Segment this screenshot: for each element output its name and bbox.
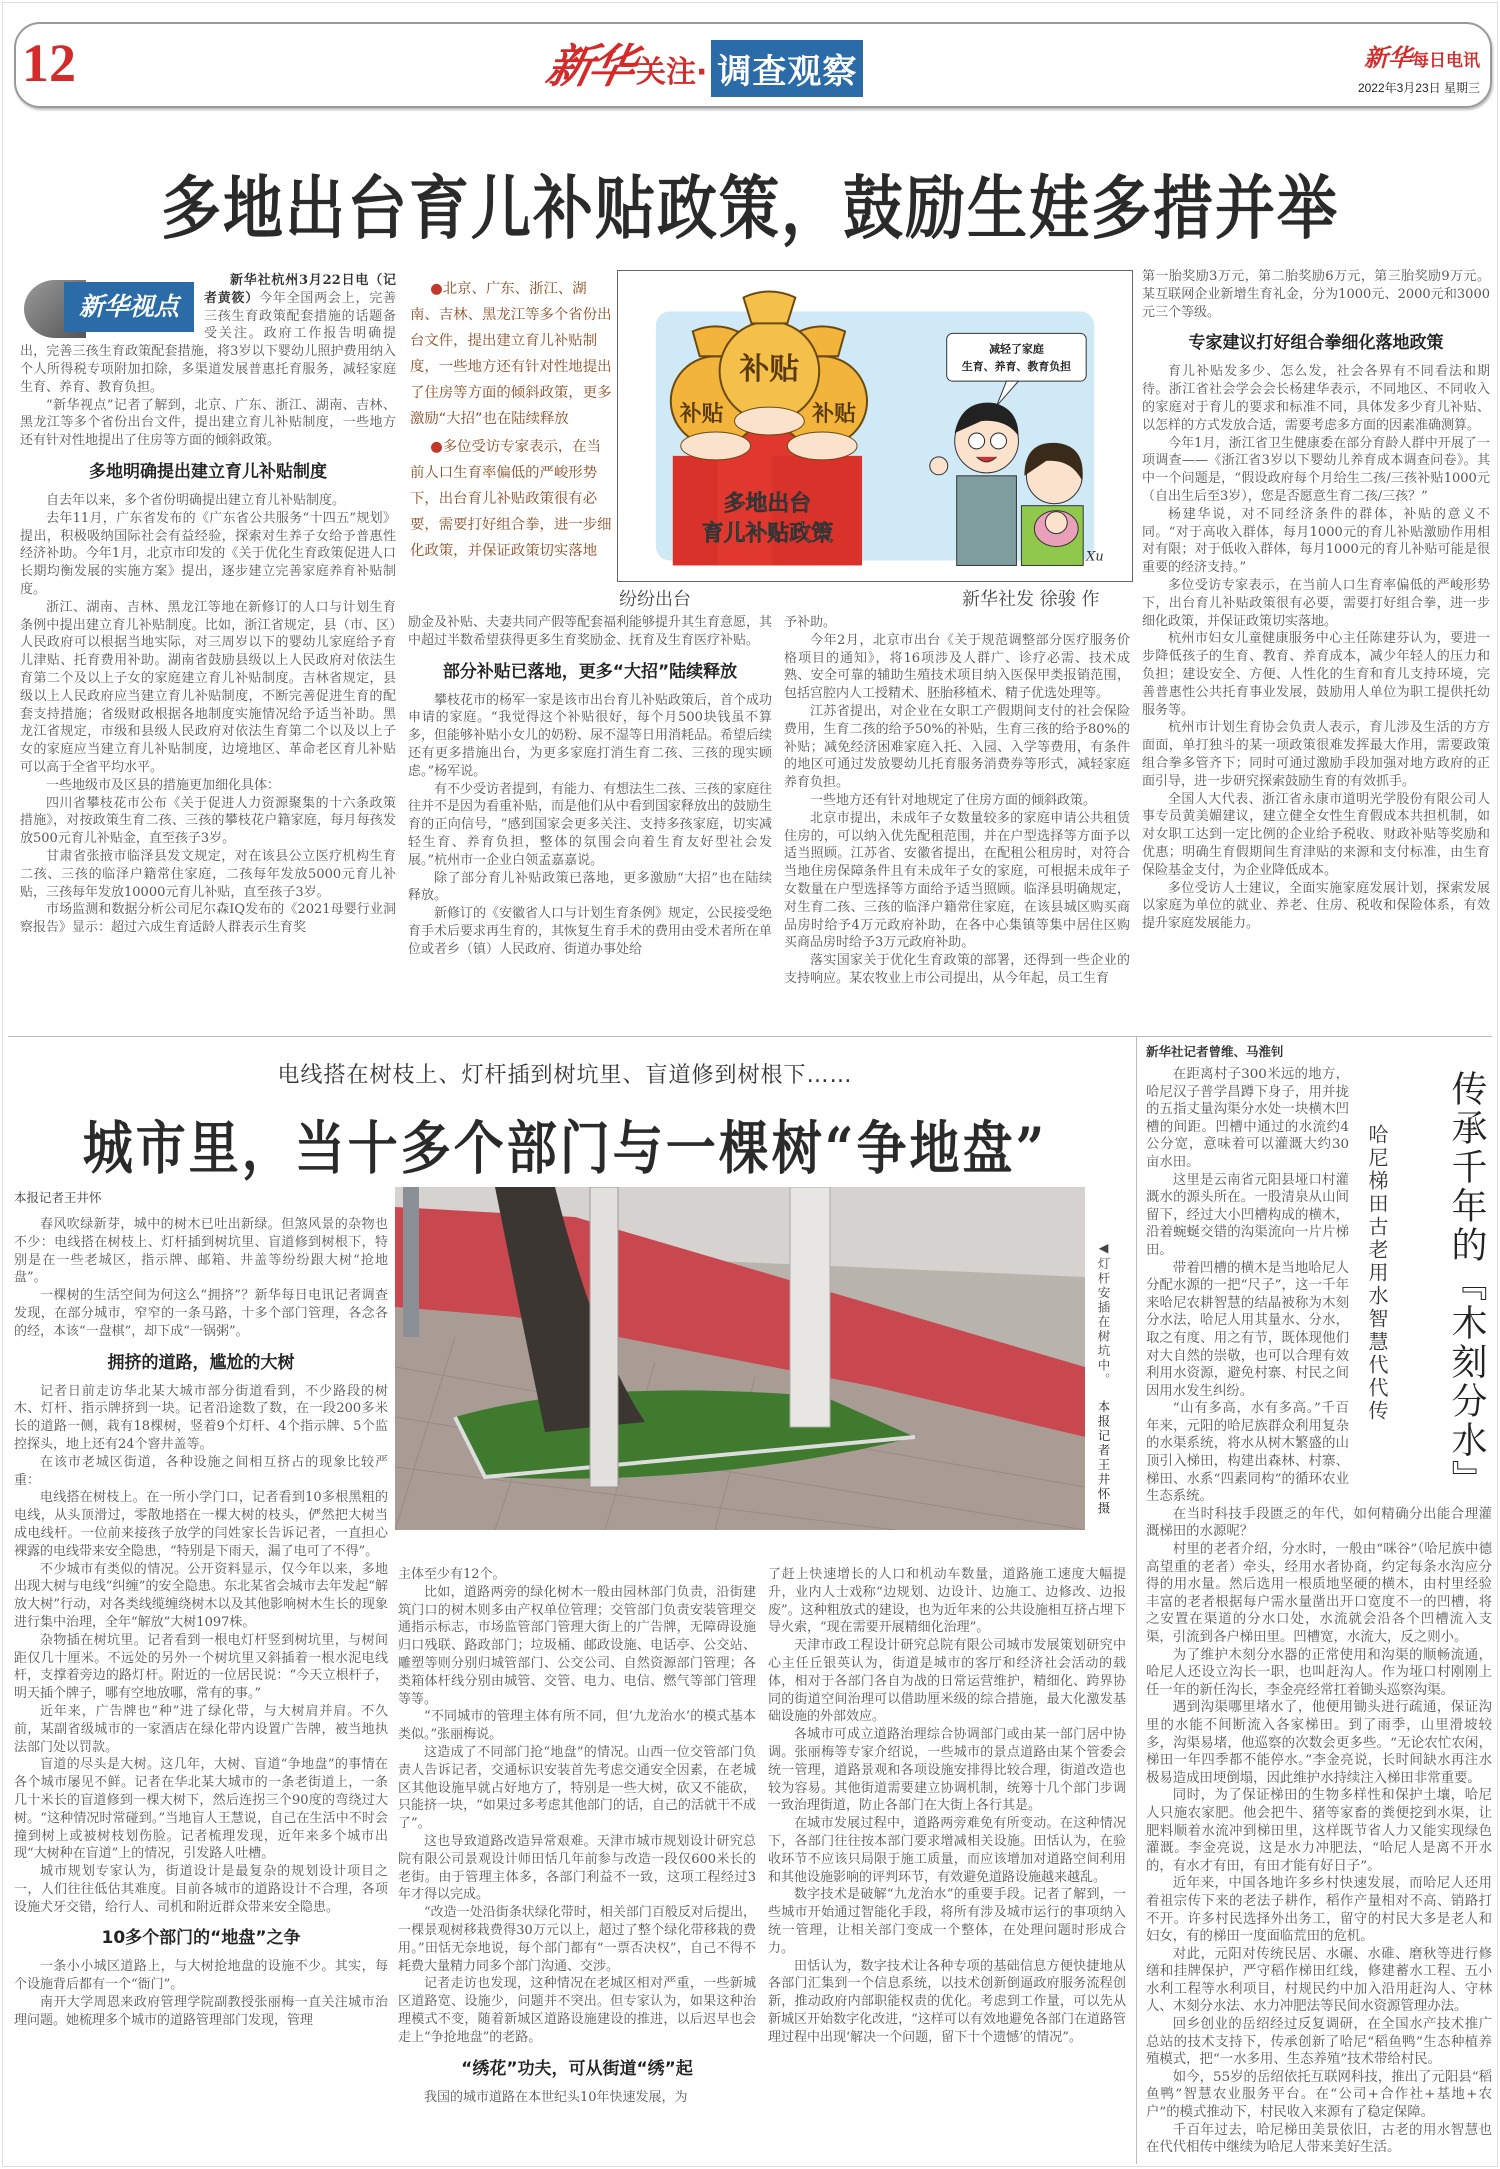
paragraph: 新修订的《安徽省人口与计划生育条例》规定，公民接受绝育手术后要求再生育的，其恢复生育手术的费用由受术者所在单位或者乡（镇）人民政府、街道办事处给 <box>408 906 773 957</box>
cartoon-caption-title: 纷纷出台 <box>619 589 691 610</box>
paragraph: 多位受访专家表示，在当前人口生育率偏低的严峻形势下，出台育儿补贴政策很有必要，需要打好组合拳，进一步细化政策，并保证政策切实落地。 <box>1142 577 1490 629</box>
paragraph-text: 今年全国两会上，完善三孩生育政策配套措施的话题备受关注。政府工作报告明确提出，完善三孩生育政策配套措施，将3岁以下婴幼儿照护费用纳入个人所得税专项附加扣除，多渠道发展普惠托育服务，减轻家庭生育、养育、教育负担。 <box>20 290 396 395</box>
paper-brand-logo: 新华 <box>1364 43 1412 72</box>
trees-col1 <box>14 1216 388 2030</box>
hani-title: 传承千年的『木刻分水』 <box>1446 1070 1487 1499</box>
page-number: 12 <box>22 33 76 93</box>
paragraph: 近年来，广告牌也“种”进了绿化带，与大树肩并肩。不久前，某副省级城市的一家酒店在绿化带内设置广告牌，被当地执法部门处以罚款。 <box>14 1703 388 1755</box>
cartoon-caption-credit: 新华社发 徐骏 作 <box>962 589 1100 610</box>
paragraph: 这造成了不同部门抢“地盘”的情况。山西一位交管部门负责人告诉记者，交通标识安装首先考虑交通安全因素，在老城区其他设施早就占好地方了，特别是一些大树，砍又不能砍，只能挤一块，“如果过多考虑其他部门的话，自己的活就干不成了”。 <box>398 1744 756 1832</box>
bag-label-right: 补贴 <box>812 401 857 428</box>
paragraph: 近年来，中国各地许多乡村快速发展，而哈尼人还用着祖宗传下来的老法子耕作，稻作产量相对不高、销路打不开。许多村民选择外出务工，留守的村民大多是老人和妇女，有的梯田一度面临荒田的危机。 <box>1146 1876 1492 1945</box>
paragraph: 如今，55岁的岳绍依托互联网科技，推出了元阳县“稻鱼鸭”智慧农业服务平台。在“公司+合作社+基地+农户”的模式推动下，村民收入来源有了稳定保障。 <box>1146 2069 1492 2121</box>
paragraph: 一棵树的生活空间为何这么“拥挤”？新华每日电讯记者调查发现，在部分城市，窄窄的一条马路，十多个部门管理，各念各的经，本该“一盘棋”，却下成“一锅粥”。 <box>14 1288 388 1339</box>
top-article-col1 <box>20 272 396 937</box>
hani-subtitle: 哈尼梯田古老用水智慧代代传 <box>1365 1124 1389 1423</box>
article-byline: 本报记者王井怀 <box>14 1190 102 1205</box>
column-divider <box>1136 1036 1137 2164</box>
top-article-col4 <box>1142 268 1490 933</box>
subheading: 部分补贴已落地，更多“大招”陆续释放 <box>442 661 738 682</box>
section-brand <box>541 28 863 97</box>
paragraph: 在该市老城区街道，各种设施之间相互挤占的现象比较严重： <box>14 1454 388 1488</box>
paragraph: 一条小小城区道路上，与大树抢地盘的设施不少。其实，每个设施背后都有一个“衙门”。 <box>14 1959 388 1993</box>
bubble-line2: 生育、养育、教育负担 <box>961 360 1072 374</box>
article-kicker: 电线搭在树枝上、灯杆插到树坑里、盲道修到树根下…… <box>277 1063 853 1088</box>
paragraph: 村里的老者介绍，分水时，一般由“咪谷”（哈尼族中德高望重的老者）牵头，经用水者协商，约定每条水沟应分得的用水量。然后选用一根质地坚硬的横木，由村里经验丰富的老者根据每户需水量凿出开口宽度不一的凹槽，将之安置在渠道的分水口处，水流就会沿各个凹槽流入支渠，引流到各户梯田里。凹槽宽，水流大，反之则小。 <box>1146 1542 1492 1645</box>
xinhua-logo: 新华 <box>541 38 638 93</box>
paragraph: 这也导致道路改造异常艰难。天津市城市规划设计研究总院有限公司景观设计师田恬几年前参与改造一段仅600米长的老街。由于管理主体多，各部门利益不一致，这项工程经过3年才得以完成。 <box>398 1833 756 1903</box>
paragraph: 甘肃省张掖市临泽县发文规定，对在该县公立医疗机构生育二孩、三孩的临泽户籍常住家庭，二孩每年发放5000元育儿补贴，三孩每年发放10000元育儿补贴，直至孩子3岁。 <box>20 848 396 900</box>
paragraph: 杂物插在树坑里。记者看到一根电灯杆竖到树坑里，与树间距仅几十厘米。不远处的另外一个树坑里又斜插着一根水泥电线杆，支撑着旁边的路灯杆。附近的一位居民说：“今天立根杆子，明天插个牌子，哪有空地放哪，常有的事。” <box>14 1632 388 1702</box>
paragraph: 浙江、湖南、吉林、黑龙江等地在新修订的人口与计划生育条例中提出建立育儿补贴制度。比如，浙江省规定，县（市、区）人民政府可以根据当地实际，对三周岁以下的婴幼儿家庭给予育儿津贴、托育费用补助。湖南省鼓励县级以上人民政府对依法生育第二个及以上子女的家庭建立育儿补贴制度。吉林省规定，县级以上人民政府应当建立育儿补贴制度，不断完善促进生育的配套支持措施；省级财政根据各地制度实施情况给予适当补助。黑龙江省规定，市级和县级人民政府对依法生育第二个以及以上子女的家庭应当建立育儿补贴制度，边境地区、革命老区育儿补贴可以高于全省平均水平。 <box>20 599 396 775</box>
paper-info <box>1290 38 1480 96</box>
bag-label-left: 补贴 <box>679 401 724 428</box>
trees-col2 <box>398 1566 756 2106</box>
paragraph: 数字技术是破解“九龙治水”的重要手段。记者了解到，一些城市开始通过智能化手段，将所有涉及城市运行的事项纳入统一管理，让相关部门变成一个整体，在处理问题时形成合力。 <box>768 1887 1126 1956</box>
subheading: 专家建议打好组合拳细化落地政策 <box>1188 333 1444 354</box>
paragraph: 天津市政工程设计研究总院有限公司城市发展策划研究中心主任丘银英认为，街道是城市的客厅和经济社会活动的载体，相对于各部门各自为战的日常运营维护，精细化、跨界协同的街道空间治理可以借助厘米级的综合措施，最大化激发基础设施的外部效应。 <box>768 1638 1126 1725</box>
bubble-line1: 减轻了家庭 <box>989 342 1044 356</box>
paragraph: “不同城市的管理主体有所不同，但‘九龙治水’的模式基本类似。”张丽梅说。 <box>398 1709 756 1743</box>
paragraph: 一些地方还有针对地规定了住房方面的倾斜政策。 <box>810 792 1097 808</box>
paragraph: 不少城市有类似的情况。公开资料显示，仅今年以来，多地出现大树与电线“纠缠”的安全隐患。东北某省会城市去年发起“解放大树”行动，对各类线缆缠绕树木以及其他影响树木生长的现象进行集中治理，全年“解放”大树1097株。 <box>14 1561 388 1630</box>
paragraph: 同时，为了保证梯田的生物多样性和保护土壤，哈尼人只施农家肥。他会把牛、猪等家畜的粪便挖到水渠，让肥料顺着水流冲到梯田里，这样既节省人力又能实现绿色灌溉。李金亮说，这是水力冲肥法，“哈尼人是离不开水的，有水才有田，有田才能有好日子”。 <box>1146 1788 1492 1874</box>
paper-title: 每日电讯 <box>1412 51 1480 71</box>
paragraph: 这里是云南省元阳县垭口村灌溉水的源头所在。一股清泉从山间留下，经过大小凹槽构成的横木，沿着蜿蜒交错的沟渠流向一片片梯田。 <box>1146 1172 1349 1258</box>
paragraph-continued: 予补助。 <box>784 615 837 630</box>
paragraph: 为了维护木刻分水器的正常使用和沟渠的顺畅流通，哈尼人还设立沟长一职，也叫赶沟人。作为垭口村刚刚上任一年的新任沟长，李金亮经常扛着锄头巡察沟渠。 <box>1146 1647 1492 1698</box>
dateline: 新华社杭州3月22日电（记者黄筱） <box>204 273 396 306</box>
paragraph: 多位受访人士建议，全面实施家庭发展计划，探索发展以家庭为单位的就业、养老、住房、税收和保险体系，有效提升家庭发展能力。 <box>1142 880 1490 932</box>
cartoon-banner-line1: 多地出台 <box>723 490 812 517</box>
cartoon-svg <box>618 271 1131 580</box>
paragraph: 今年2月，北京市出台《关于规范调整部分医疗服务价格项目的通知》，将16项涉及人群广、诊疗必需、技术成熟、安全可靠的辅助生殖技术项目纳入医保甲类报销范围，包括宫腔内人工授精术、胚胎移植术、精子优选处理等。 <box>784 632 1130 702</box>
paragraph: 比如，道路两旁的绿化树木一般由园林部门负责，沿街建筑门口的树木则多由产权单位管理；交管部门负责安装管理交通指示标志，市场监管部门管理大街上的广告牌，无障碍设施归口残联、路政部门；垃圾桶、邮政设施、电话亭、公交站、雕塑等则分别归城管部门、公交公司、自然资源部门管理；各类箱体杆线分别由城管、交管、电力、电信、燃气等部门管理等等。 <box>398 1584 756 1707</box>
text-flow <box>408 614 772 959</box>
paragraph: 千百年过去，哈尼梯田美景依旧，古老的用水智慧也在代代相传中继续为哈尼人带来美好生活。 <box>1146 2122 1492 2156</box>
article-headline: 城市里，当十多个部门与一棵树“争地盘” <box>82 1114 1048 1182</box>
highlight-item: ● 多位受访专家表示，在当前人口生育率偏低的严峻形势下，出台育儿补贴政策很有必要，需要打好组合拳，进一步细化政策，并保证政策切实落地 <box>410 434 614 564</box>
paragraph: 今年1月，浙江省卫生健康委在部分育龄人群中开展了一项调查——《浙江省3岁以下婴幼儿养育成本调查问卷》。其中一个问题是，“假设政府每个月给生二孩/三孩补贴1000元（自出生后至3岁），您是否愿意生育二孩/三孩？” <box>1142 435 1490 504</box>
paragraph: 记者走访也发现，这种情况在老城区相对严重，一些新城区道路宽、设施少，问题并不突出。但专家认为，如果这种治理模式不变，随着新城区道路设施建设的推进，以后迟早也会走上“争抢地盘”的老路。 <box>398 1976 756 2045</box>
paragraph: 我国的城市道路在本世纪头10年快速发展，为 <box>424 2089 688 2105</box>
paragraph-continued: 励金及补贴、夫妻共同产假等配套福利能够提升其生育意愿，其中超过半数希望获得更多生育奖励金、抚育及生育医疗补贴。 <box>408 615 773 648</box>
photo-caption: ◀灯杆安插在树坑中。 <box>1096 1240 1111 1388</box>
hani-byline: 新华社记者曾维、马淮钊 <box>1146 1044 1284 1059</box>
paragraph: 有不少受访者提到，有能力、有想法生二孩、三孩的家庭往往并不是因为看重补贴，而是他们从中看到国家释放出的鼓励生育的正向信号，“感到国家会更多关注、支持多孩家庭，切实减轻生育、养育负担，整体的氛围会向着生育友好型社会发展。”杭州市一企业白领孟嘉嘉说。 <box>408 781 773 868</box>
bag-label-center: 补贴 <box>739 352 800 388</box>
paragraph: 在距离村子300米远的地方，哈尼汉子普学昌蹲下身子，用并拢的五指丈量沟渠分水处一块横木凹槽的间距。凹槽中通过的水流约4公分宽，意味着可以灌溉大约30亩水田。 <box>1146 1067 1349 1170</box>
paragraph: 杭州市计划生育协会负责人表示，育儿涉及生活的方方面面，单打独斗的某一项政策很难发挥最大作用，需要政策组合拳多管齐下；同时可通过激励手段加强对地方政府的正面引导，进一步研究探索鼓励生育的有效抓手。 <box>1142 720 1490 789</box>
paragraph: 遇到沟渠哪里堵水了，他便用锄头进行疏通，保证沟里的水能不间断流入各家梯田。到了雨季，山里滑坡较多，沟渠易堵，他巡察的次数会更多些。“无论农忙农闲，梯田一年四季都不能停水。”李金亮说，长时间缺水再注水极易造成田埂倒塌，因此维护水持续注入梯田非常重要。 <box>1146 1700 1492 1786</box>
cartoon-signature: Xu <box>1086 549 1104 565</box>
subheading: 10多个部门的“地盘”之争 <box>101 1928 301 1949</box>
concrete-pole <box>790 1187 830 1427</box>
subheading: 多地明确提出建立育儿补贴制度 <box>89 461 327 482</box>
paragraph: 回乡创业的岳绍经过反复调研，在全国水产技术推广总站的技术支持下，传承创新了哈尼“稻鱼鸭”生态种植养殖模式，把“一水多用、生态养殖”技术带给村民。 <box>1146 2017 1492 2068</box>
hani-article <box>1146 1066 1492 2157</box>
text-flow <box>784 614 1130 988</box>
paragraph: “新华视点”记者了解到，北京、广东、浙江、湖南、吉林、黑龙江等多个省份出台文件，提出建立育儿补贴制度，一些地方还有针对性地提出了住房等方面的倾斜政策。 <box>20 397 396 449</box>
trees-col3 <box>768 1566 1126 2047</box>
paragraph: 电线搭在树枝上。在一所小学门口，记者看到10多根黑粗的电线，从头顶滑过，零散地搭在一棵大树的枝头，俨然把大树当成电线杆。一位前来接孩子放学的闫姓家长告诉记者，一直担心裸露的电线带来安全隐患，“特别是下雨天，漏了电可了不得”。 <box>14 1490 388 1559</box>
paragraph: 杭州市妇女儿童健康服务中心主任陈建芬认为，要进一步降低孩子的生育、教育、养育成本，减少年轻人的压力和负担；建设安全、方便、人性化的生育和育儿支持环境，完善普惠性公共托育事业发展，鼓励用人单位为职工提供托幼服务等。 <box>1142 631 1490 718</box>
paragraph: 攀枝花市的杨军一家是该市出台育儿补贴政策后，首个成功申请的家庭。“我觉得这个补贴很好，每个月500块钱虽不算多，但能够补贴小女儿的奶粉、尿不湿等日用消耗品。希望后续还有更多措施出台，为更多家庭打消生育二孩、三孩的现实顾虑。”杨军说。 <box>408 692 773 779</box>
logo-label: 新华视点 <box>64 282 194 332</box>
text-flow <box>1142 268 1490 933</box>
top-article-col2 <box>408 614 772 959</box>
paragraph: 自去年以来，多个省份明确提出建立育儿补贴制度。 <box>46 492 346 508</box>
paragraph: 盲道的尽头是大树。这几年，大树、盲道“争地盘”的事情在各个城市屡见不鲜。记者在华北某大城市的一条老街道上，一条几十米长的盲道修到一棵大树下，然后连拐三个90度的弯绕过大树。“这种情况时常碰到。”当地盲人王慧说，自己在生活中不时会撞到树上或被树枝划伤脸。记者梳理发现，近年来多个城市出现“大树种在盲道”上的情况，引发路人吐槽。 <box>14 1757 388 1862</box>
speech-bubble <box>947 333 1086 381</box>
subheading: “绣花”功夫，可从街道“绣”起 <box>461 2058 693 2079</box>
highlight-item: ● 北京、广东、浙江、湖南、吉林、黑龙江等多个省份出台文件，提出建立育儿补贴制度，一些地方还有针对性地提出了住房等方面的倾斜政策，更多激励“大招”也在陆续释放 <box>410 276 614 432</box>
section-name: 关注· <box>636 54 708 90</box>
paragraph-continued: 了赶上快速增长的人口和机动车数量，道路施工速度大幅提升，业内人士戏称“边规划、边设计、边施工、边修改、边报废”。这种粗放式的建设，也为近年来的公共设施相互挤占埋下导火索，“现在需要开展精细化治理”。 <box>768 1567 1126 1636</box>
main-headline: 多地出台育儿补贴政策，鼓励生娃多措并举 <box>161 168 1339 249</box>
paragraph: “山有多高，水有多高。”千百年来，元阳的哈尼族群众利用复杂的水渠系统，将水从树木繁盛的山顶引入梯田，构建出森林、村寨、梯田、水系“四素同构”的循环农业生态系统。 <box>1146 1401 1349 1505</box>
paragraph-continued: 主体至少有12个。 <box>398 1567 506 1582</box>
paragraph: 落实国家关于优化生育政策的部署，还得到一些企业的支持响应。某农牧业上市公司提出，从今年起，员工生育 <box>784 953 1130 986</box>
text-flow <box>768 1566 1126 2047</box>
paragraph: 田恬认为，数字技术让各种专项的基础信息方便快捷地从各部门汇集到一个信息系统，以技术创新倒逼政府服务流程创新，推动政府内部职能权责的优化。考虑到工作量，可以先从新城区开始数字化改进，“这样可以有效地避免各部门在道路管理过程中出现‘解决一个问题，留下十个遗憾’的情况”。 <box>768 1958 1126 2045</box>
paragraph: 春风吹绿新芽，城中的树木已吐出新绿。但煞风景的杂物也不少：电线搭在树枝上、灯杆插到树坑里、盲道修到树根下，特别是在一些老城区，指示牌、邮箱、井盖等纷纷跟大树“抢地盘”。 <box>14 1217 388 1286</box>
paragraph: 各城市可成立道路治理综合协调部门或由某一部门居中协调。张丽梅等专家介绍说，一些城市的景点道路由某个管委会统一管理，道路景观和各项设施安排得比较合理，街道改造也较为容易。其他街道需要建立协调机制，统筹十几个部门步调一致治理街道，防止各部门在大街上各行其是。 <box>768 1727 1126 1814</box>
light-pole <box>590 1187 618 1487</box>
paragraph: 育儿补贴发多少、怎么发，社会各界有不同看法和期待。浙江省社会学会会长杨建华表示，不同地区、不同收入的家庭对于育儿的要求和标准不同，具体发多少育儿补贴、以怎样的方式发放合适，需要考虑多方面的因素准确测算。 <box>1142 364 1490 433</box>
xinhua-viewpoint-logo <box>24 276 194 338</box>
text-flow <box>14 1216 388 2030</box>
paragraph: 除了部分育儿补贴政策已落地，更多激励“大招”也在陆续释放。 <box>408 870 772 904</box>
paragraph: 市场监测和数据分析公司尼尔森IQ发布的《2021母婴行业洞察报告》显示：超过六成生育适龄人群表示生育奖 <box>20 902 396 936</box>
paragraph-continued: 第一胎奖励3万元，第二胎奖励6万元，第三胎奖励9万元。某互联网企业新增生育礼金，分为1000元、2000元和3000元三个等级。 <box>1142 269 1490 320</box>
paragraph: 去年11月，广东省发布的《广东省公共服务“十四五”规划》提出，积极吸纳国际社会有益经验，探索对生养子女给予普惠性经济补助。今年1月，北京市印发的《关于优化生育政策促进人口长期均衡发展的实施方案》提出，逐步建立完善家庭养育补贴制度。 <box>20 510 396 597</box>
paragraph: 在当时科技手段匮乏的年代，如何精确分出能合理灌溉梯田的水源呢？ <box>1146 1506 1492 1540</box>
paragraph: 在城市发展过程中，道路两旁难免有所变动。在这种情况下，各部门往往按本部门要求增减相关设施。田恬认为，在验收环节不应该只局限于施工质量，而应该增加对道路空间利用和其他设施影响的评判环节，有效避免道路设施越来越乱。 <box>768 1816 1126 1885</box>
metal-post <box>403 1187 419 1337</box>
paragraph: 对此，元阳对传统民居、水碾、水碓、磨秋等进行修缮和挂牌保护，严守稻作梯田红线，修建蓄水工程、五小水利工程等水利项目，村规民约中加入沿用赶沟人、守林人、木刻分水法、水力冲肥法等民间水资源管理办法。 <box>1146 1946 1492 2015</box>
column-badge: 调查观察 <box>711 40 863 97</box>
paragraph: 城市规划专家认为，街道设计是最复杂的规划设计项目之一，人们往往低估其难度。目前各城市的道路设计不合理，各项设施犬牙交错，给行人、司机和附近群众带来安全隐患。 <box>14 1864 388 1915</box>
paragraph: 南开大学周恩来政府管理学院副教授张丽梅一直关注城市治理问题。她梳理多个城市的道路管理部门发现，管理 <box>14 1995 388 2028</box>
cartoon-banner-line2: 育儿补贴政策 <box>701 520 834 547</box>
top-article-col3 <box>784 614 1130 988</box>
street-tree-photo <box>395 1187 1085 1530</box>
text-flow <box>20 272 396 937</box>
paragraph: 带着凹槽的横木是当地哈尼人分配水源的一把“尺子”，这一千年来哈尼农耕智慧的结晶被称为木刻分水法，哈尼人用其量水、分水，取之有度、用之有节，既体现他们对大自然的崇敬，也可以合理有效利用水资源，避免村寨、村民之间因用水发生纠纷。 <box>1146 1260 1349 1399</box>
photo-svg <box>395 1187 1085 1530</box>
paragraph: 杨建华说，对不同经济条件的群体，补贴的意义不同。“对于高收入群体，每月1000元的育儿补贴激励作用相对有限；对于低收入群体，每月1000元的育儿补贴可能是很重要的经济支持。” <box>1142 506 1490 576</box>
paragraph: 四川省攀枝花市公布《关于促进人力资源聚集的十六条政策措施》，对按政策生育二孩、三孩的攀枝花户籍家庭，每月每孩发放500元育儿补贴金，直至孩子3岁。 <box>20 795 396 847</box>
highlights-box <box>410 276 614 566</box>
issue-date: 2022年3月23日 星期三 <box>1357 81 1480 95</box>
section-divider <box>8 1036 1492 1037</box>
text-flow <box>398 1566 756 2106</box>
subheading: 拥挤的道路，尴尬的大树 <box>107 1352 295 1373</box>
paper-name <box>1290 38 1480 73</box>
hani-title-block <box>1357 1066 1492 1499</box>
paragraph: 记者日前走访华北某大城市部分街道看到，不少路段的树木、灯杆、指示牌挤到一块。记者沿途数了数，在一段200多米长的道路一侧，栽有18棵树，竖着9个灯杆、4个指示牌、5个监控探头，地上还有24个窨井盖等。 <box>14 1383 388 1452</box>
paragraph: “改造一处沿街条状绿化带时，相关部门百般反对后提出，一棵景观树移栽费得30万元以上，超过了整个绿化带移栽的费用。”田恬无奈地说，每个部门都有“一票否决权”，自己不得不耗费大量精力同多个部门沟通、交涉。 <box>398 1905 756 1974</box>
cartoon-illustration <box>617 270 1133 582</box>
paragraph: 一些地级市及区县的措施更加细化具体： <box>46 777 281 793</box>
paragraph: 全国人大代表、浙江省永康市道明光学股份有限公司人事专员黄美媚建议，建立健全女性生育假成本共担机制，如对女职工达到一定比例的企业给予税收、财政补贴等奖励和优惠；明确生育假期间生育津贴的来源和支付标准，由生育保险基金支付，为企业降低成本。 <box>1142 791 1490 878</box>
paragraph: 北京市提出，未成年子女数量较多的家庭申请公共租赁住房的，可以纳入优先配租范围，并在户型选择等方面予以适当照顾。江苏省、安徽省提出，在配租公租房时，对符合当地住房保障条件且有未成年子女的家庭，可根据未成年子女数量在户型选择等方面给予适当照顾。临泽县明确规定，对生育二孩、三孩的临泽户籍常住家庭，在该县城区购买商品房时给予4万元政府补助，在各中心集镇等集中居住区购买商品房时给予3万元政府补助。 <box>784 810 1130 951</box>
photo-credit: 本报记者王井怀摄 <box>1096 1400 1111 1516</box>
paragraph: 江苏省提出，对企业在女职工产假期间支付的社会保险费用，生育二孩的给予50%的补贴，生育三孩的给予80%的补贴；减免经济困难家庭入托、入园、入学等费用，有条件的地区可通过发放婴幼儿托育服务消费券等形式，减轻家庭养育负担。 <box>784 703 1130 791</box>
